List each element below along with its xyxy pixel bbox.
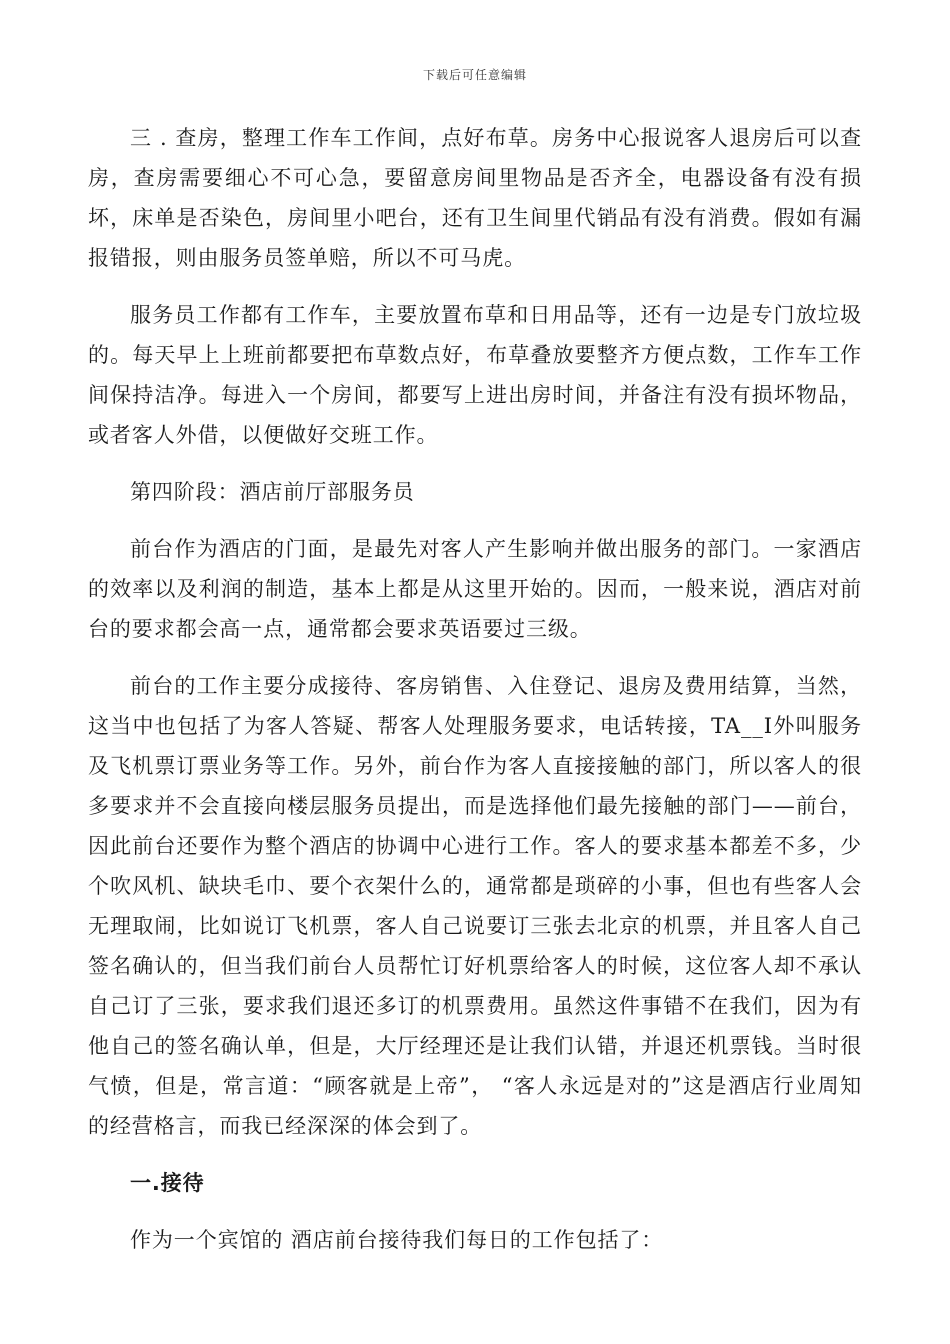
- paragraph-reception-daily-work: 作为一个宾馆的 酒店前台接待我们每日的工作包括了：: [130, 1228, 664, 1252]
- section-heading-reception: 一.接待: [130, 1171, 205, 1195]
- document-body: [88, 118, 862, 1260]
- paragraph-front-desk-duties: 前台的工作主要分成接待、客房销售、入住登记、退房及费用结算，当然，这当中也包括了为客人答疑、帮客人处理服务要求，电话转接，TA__I外叫服务及飞机票订票业务等工作。另外，前台作为客人直接接触的部门，所以客人的很多要求并不会直接向楼层服务员提出，而是选择他们最先接触的部门——前台，因此前台还要作为整个酒店的协调中心进行工作。客人的要求基本都差不多，少个吹风机、缺块毛巾、要个衣架什么的，通常都是琐碎的小事，但也有些客人会无理取闹，比如说订飞机票，客人自己说要订三张去北京的机票，并且客人自己签名确认的，但当我们前台人员帮忙订好机票给客人的时候，这位客人却不承认自己订了三张，要求我们退还多订的机票费用。虽然这件事错不在我们，因为有他自己的签名确认单，但是，大厅经理还是让我们认错，并退还机票钱。当时很气愤，但是，常言道：“顾客就是上帝”， “客人永远是对的”这是酒店行业周知的经营格言，而我已经深深的体会到了。: [88, 674, 862, 1138]
- paragraph-front-desk-intro: 前台作为酒店的门面，是最先对客人产生影响并做出服务的部门。一家酒店的效率以及利润的制造，基本上都是从这里开始的。因而，一般来说，酒店对前台的要求都会高一点，通常都会要求英语要过三级。: [88, 537, 862, 641]
- page-header: 下载后可任意编辑: [422, 68, 527, 82]
- paragraph-work-cart: 服务员工作都有工作车，主要放置布草和日用品等，还有一边是专门放垃圾的。每天早上上班前都要把布草数点好，布草叠放要整齐方便点数，工作车工作间保持洁净。每进入一个房间，都要写上进出房时间，并备注有没有损坏物品，或者客人外借，以便做好交班工作。: [88, 303, 862, 447]
- paragraph-room-check: 三 . 查房，整理工作车工作间，点好布草。房务中心报说客人退房后可以查房，查房需要细心不可心急，要留意房间里物品是否齐全，电器设备有没有损坏，床单是否染色，房间里小吧台，还有卫生间里代销品有没有消费。假如有漏报错报，则由服务员签单赔，所以不可马虎。: [88, 126, 862, 270]
- section-title-stage-four: 第四阶段：酒店前厅部服务员: [130, 480, 415, 504]
